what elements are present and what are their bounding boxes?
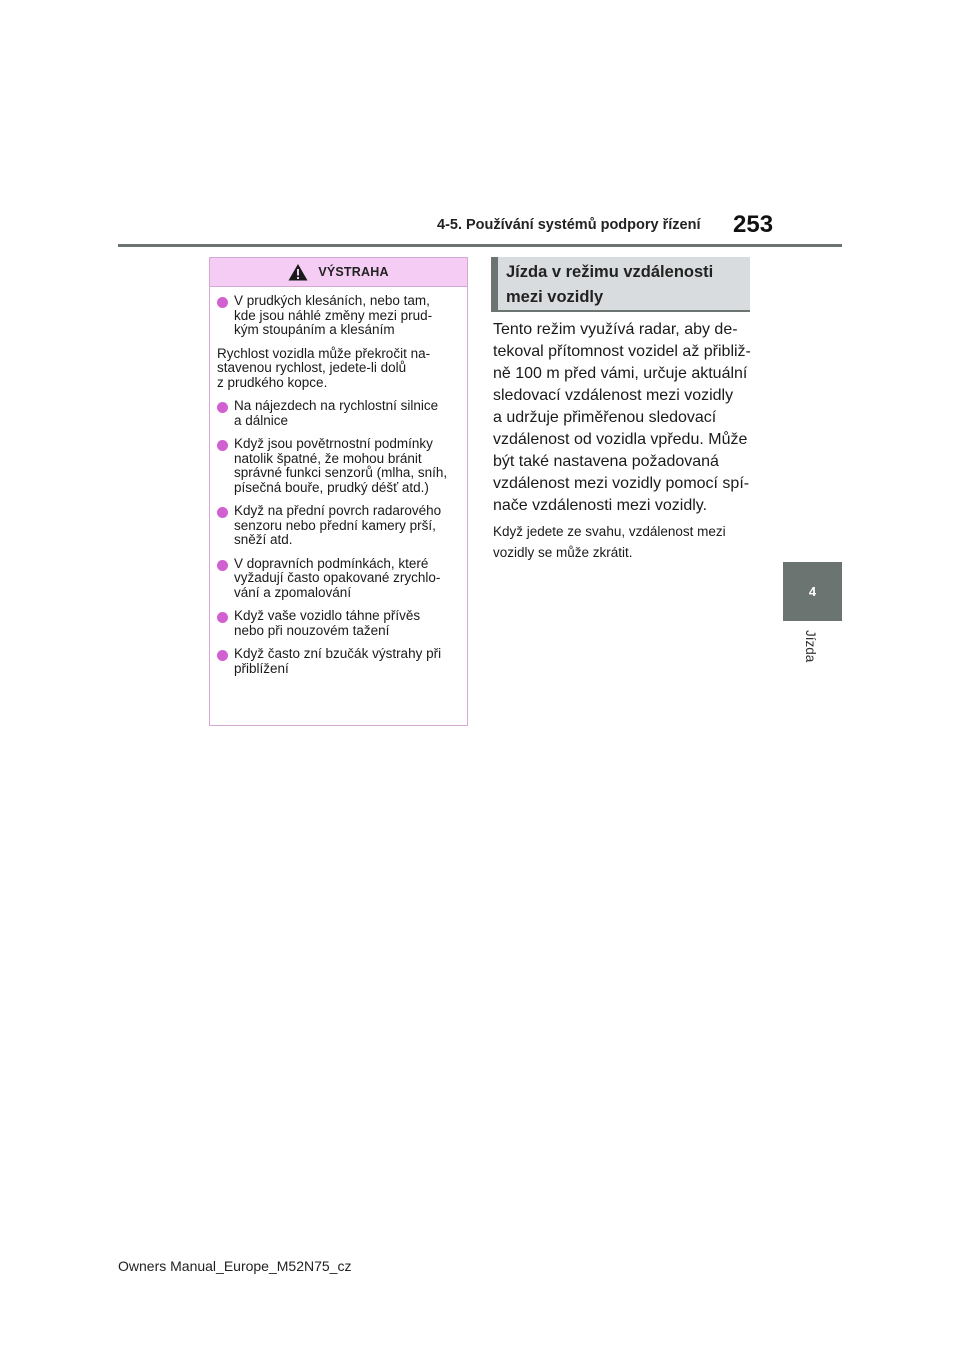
warning-title: VÝSTRAHA [318, 265, 389, 279]
bullet-icon [217, 612, 228, 623]
header-divider [118, 244, 842, 247]
warning-bullet-text: Když jsou povětrnostní podmínky natolik špatné, že mohou bránit správné funkci senzorů (mlha, sníh, písečná bouře, prudký déšť atd.) [234, 436, 448, 495]
body-paragraph: Tento režim využívá radar, aby de- tekoval přítomnost vozidel až přibliž- ně 100 m před vámi, určuje aktuální sledovací vzdálenost mezi vozidly a udržuje přiměřenou sledovací vzdálenost od vozidla vpředu. Může být také nastavena požadovaná vzdálenost mezi vozidly pomocí spí- nače vzdálenosti mezi vozidly. [493, 321, 751, 514]
bullet-icon [217, 297, 228, 308]
warning-bullet-text: Na nájezdech na rychlostní silnice a dálnice [234, 398, 439, 428]
warning-bullet-text: Když vaše vozidlo táhne přívěs nebo při nouzovém tažení [234, 608, 421, 638]
warning-bullet-text: Když často zní bzučák výstrahy při přiblížení [234, 646, 442, 676]
chapter-number: 4 [808, 584, 817, 599]
warning-bullet-item [217, 557, 459, 601]
warning-bullet-item [217, 504, 459, 548]
warning-bullet-item [217, 647, 459, 676]
note-paragraph: Když jedete ze svahu, vzdálenost mezi vozidly se může zkrátit. [493, 524, 726, 560]
bullet-icon [217, 650, 228, 661]
warning-bullet-item [217, 399, 459, 428]
warning-header [210, 258, 467, 287]
warning-bullet-text: Když na přední povrch radarového senzoru nebo přední kamery prší, sněží atd. [234, 503, 442, 547]
bullet-icon [217, 560, 228, 571]
section-heading [491, 257, 750, 312]
bullet-icon [217, 402, 228, 413]
warning-list [210, 287, 467, 676]
chapter-tab [783, 562, 842, 621]
warning-triangle-icon [288, 263, 308, 281]
page-number: 253 [733, 211, 774, 238]
warning-bullet-text: V dopravních podmínkách, které vyžadují často opakované zrychlo- vání a zpomalování [234, 555, 441, 600]
bullet-icon [217, 440, 228, 451]
warning-bullet-item [217, 294, 459, 338]
bullet-icon [217, 507, 228, 518]
warning-bullet-item [217, 609, 459, 638]
section-title: 4-5. Používání systémů podpory řízení [437, 217, 701, 233]
warning-bullet-text: V prudkých klesáních, nebo tam, kde jsou náhlé změny mezi prud- kým stoupáním a klesáním [234, 293, 433, 337]
footer-text: Owners Manual_Europe_M52N75_cz [118, 1258, 352, 1274]
warning-box [209, 257, 468, 726]
chapter-label: Jízda [803, 630, 818, 663]
warning-explanation-text: Rychlost vozidla může překročit na- stavenou rychlost, jedete-li dolů z prudkého kopce. [217, 345, 431, 390]
warning-bullet-item [217, 437, 459, 495]
section-heading-text: Jízda v režimu vzdálenosti mezi vozidly [506, 263, 714, 306]
